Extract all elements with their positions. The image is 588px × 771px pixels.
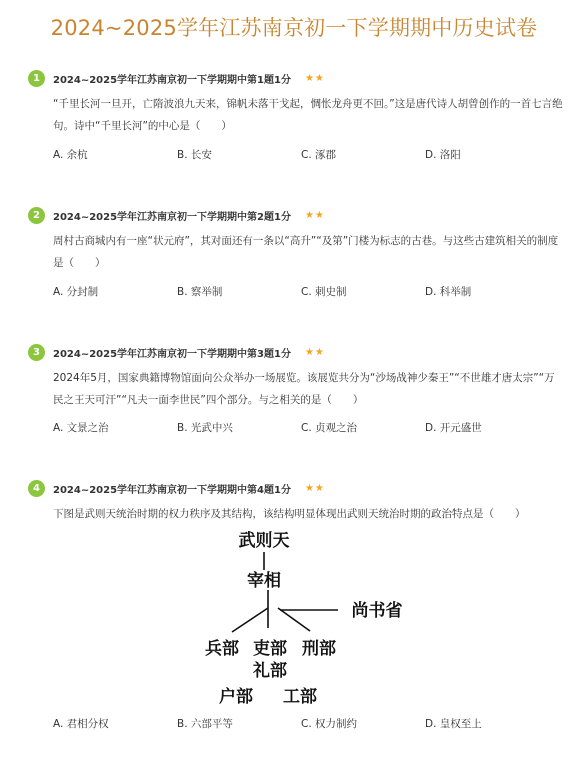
- question-title: 2024~2025学年江苏南京初一下学期期中第4题1分: [53, 484, 291, 496]
- option-c[interactable]: C. 贞观之治: [301, 422, 358, 434]
- question-3-options: [53, 420, 563, 438]
- page-title: 2024~2025学年江苏南京初一下学期期中历史试卷: [50, 16, 538, 40]
- option-c[interactable]: C. 权力制约: [301, 718, 358, 730]
- diagram-node-top: 武则天: [238, 531, 290, 551]
- option-a[interactable]: A. 余杭: [53, 149, 88, 161]
- difficulty-stars: ★★: [304, 346, 325, 358]
- option-d[interactable]: D. 皇权至上: [425, 718, 482, 730]
- option-b[interactable]: B. 长安: [177, 149, 212, 161]
- option-b[interactable]: B. 光武中兴: [177, 422, 233, 434]
- question-4-options: [53, 716, 563, 734]
- difficulty-stars: ★★: [304, 482, 325, 494]
- diagram-node-left: 兵部: [205, 639, 239, 659]
- diagram-line: [278, 608, 310, 631]
- question-3-header: [28, 342, 325, 362]
- diagram-node-bottom-left: 户部: [219, 687, 253, 707]
- option-a[interactable]: A. 君相分权: [53, 718, 109, 730]
- question-1-options: [53, 147, 563, 165]
- diagram-node-bottom-right: 工部: [283, 687, 317, 707]
- option-d[interactable]: D. 开元盛世: [425, 422, 482, 434]
- option-a[interactable]: A. 分封制: [53, 286, 99, 298]
- question-4-header: [28, 478, 325, 498]
- power-structure-diagram: [190, 528, 430, 713]
- question-4-text: 下图是武则天统治时期的权力秩序及其结构，该结构明显体现出武则天统治时期的政治特点是（ ）: [53, 508, 526, 520]
- option-b[interactable]: B. 六部平等: [177, 718, 233, 730]
- question-title: 2024~2025学年江苏南京初一下学期期中第3题1分: [53, 348, 291, 360]
- diagram-node-mid: 吏部: [253, 639, 287, 659]
- diagram-node-right: 尚书省: [351, 601, 403, 621]
- option-a[interactable]: A. 文景之治: [53, 422, 109, 434]
- question-1-header: [28, 68, 325, 88]
- difficulty-stars: ★★: [304, 72, 325, 84]
- question-number-badge: 2: [28, 207, 45, 224]
- diagram-node-midright: 刑部: [302, 639, 336, 659]
- question-1-text: “千里长河一旦开，亡隋波浪九天来，锦帆未落干戈起，惆怅龙舟更不回。”这是唐代诗人胡曾创作的一首七言绝句。诗中“千里长河”的中心是（ ）: [53, 98, 563, 132]
- diagram-line: [232, 608, 268, 632]
- question-2-text: 周村古商城内有一座“状元府”，其对面还有一条以“高升”“及第”门楼为标志的古巷。与这些古建筑相关的制度是（ ）: [53, 235, 559, 269]
- question-number-badge: 3: [28, 344, 45, 361]
- diagram-node-second: 宰相: [247, 571, 281, 591]
- option-b[interactable]: B. 察举制: [177, 286, 223, 298]
- option-d[interactable]: D. 科举制: [425, 286, 472, 298]
- difficulty-stars: ★★: [304, 209, 325, 221]
- diagram-node-center: 礼部: [253, 661, 287, 681]
- question-number-badge: 1: [28, 70, 45, 87]
- question-2-header: [28, 205, 325, 225]
- question-3-text: 2024年5月，国家典籍博物馆面向公众举办一场展览。该展览共分为“沙场战神少秦王”“不世雄才唐太宗”“万民之王天可汗”“凡夫一面李世民”四个部分。与之相关的是（ ）: [53, 372, 555, 406]
- option-c[interactable]: C. 刺史制: [301, 286, 347, 298]
- question-number-badge: 4: [28, 480, 45, 497]
- question-2-options: [53, 284, 563, 302]
- option-c[interactable]: C. 涿郡: [301, 149, 337, 161]
- option-d[interactable]: D. 洛阳: [425, 149, 461, 161]
- question-title: 2024~2025学年江苏南京初一下学期期中第1题1分: [53, 74, 291, 86]
- question-title: 2024~2025学年江苏南京初一下学期期中第2题1分: [53, 211, 291, 223]
